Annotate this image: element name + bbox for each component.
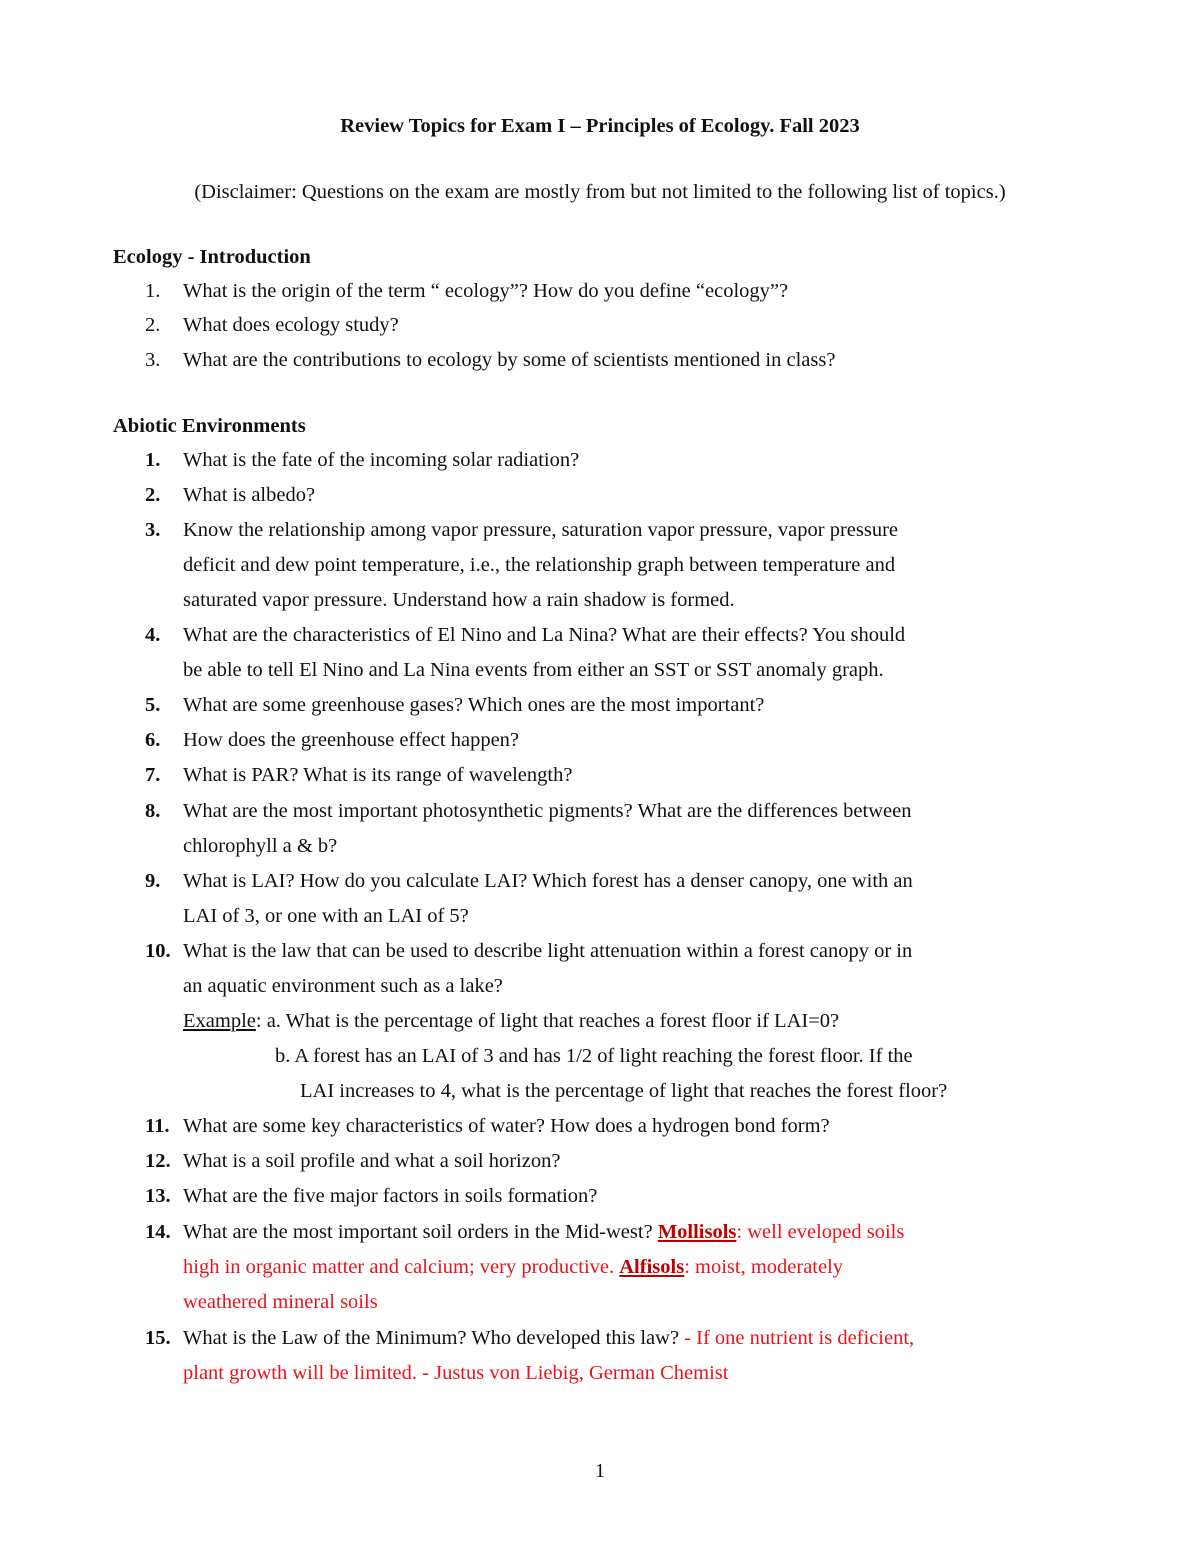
- list-item: [145, 443, 1045, 478]
- document-title: Review Topics for Exam I – Principles of Ecology. Fall 2023: [340, 115, 860, 137]
- item-text: What are the contributions to ecology by some of scientists mentioned in class?: [183, 349, 836, 371]
- disclaimer: (Disclaimer: Questions on the exam are mostly from but not limited to the following list of topics.): [194, 181, 1006, 203]
- item-text-line: be able to tell El Nino and La Nina events from either an SST or SST anomaly graph.: [183, 659, 884, 681]
- item-text-line: What are the characteristics of El Nino and La Nina? What are their effects? You should: [183, 624, 906, 646]
- list-item: [145, 308, 1045, 343]
- answer-text: : well eveloped soils: [736, 1221, 905, 1243]
- list-item: [145, 934, 1045, 1109]
- term-alfisols: Alfisols: [619, 1256, 685, 1278]
- item-number: 6.: [145, 729, 161, 751]
- list-item: [145, 1109, 1045, 1144]
- item-number: 15.: [145, 1327, 171, 1349]
- item-text: What is the origin of the term “ ecology”? How do you define “ecology”?: [183, 280, 789, 302]
- item-number: 1.: [145, 449, 161, 471]
- item-number: 9.: [145, 870, 161, 892]
- item-text: What are some greenhouse gases? Which ones are the most important?: [183, 694, 765, 716]
- item-number: 5.: [145, 694, 161, 716]
- item-text-line: What is the law that can be used to describe light attenuation within a forest canopy or in: [183, 940, 913, 962]
- answer-text: plant growth will be limited. - Justus von Liebig, German Chemist: [183, 1362, 729, 1384]
- item-number: 4.: [145, 624, 161, 646]
- list-item: [145, 794, 1045, 864]
- term-mollisols: Mollisols: [657, 1221, 737, 1243]
- list-item: [145, 618, 1045, 688]
- item-number: 2.: [145, 484, 161, 506]
- item-number: 8.: [145, 800, 161, 822]
- list-item: [145, 758, 1045, 793]
- question: What is the Law of the Minimum? Who developed this law?: [183, 1327, 685, 1349]
- section-heading-abiotic-environments: Abiotic Environments: [113, 415, 306, 437]
- item-text: What is a soil profile and what a soil horizon?: [183, 1150, 561, 1172]
- example-label: Example: [183, 1010, 256, 1032]
- page-number: 1: [594, 1460, 606, 1482]
- item-number: 3.: [145, 349, 161, 371]
- list-item: [145, 688, 1045, 723]
- item-number: 14.: [145, 1221, 171, 1243]
- list-item: [145, 1144, 1045, 1179]
- item-text-line: chlorophyll a & b?: [183, 835, 338, 857]
- item-text-line: Know the relationship among vapor pressure, saturation vapor pressure, vapor pressure: [183, 519, 899, 541]
- list-item: [145, 513, 1045, 618]
- item-text-line: LAI of 3, or one with an LAI of 5?: [183, 905, 469, 927]
- example-a: : a. What is the percentage of light that reaches a forest floor if LAI=0?: [255, 1010, 840, 1032]
- item-number: 12.: [145, 1150, 171, 1172]
- example-line: [183, 1004, 1045, 1039]
- item-number: 11.: [145, 1115, 170, 1137]
- question: What are the most important soil orders in the Mid-west?: [183, 1221, 658, 1243]
- example-b-line1: b. A forest has an LAI of 3 and has 1/2 of light reaching the forest floor. If the: [275, 1045, 913, 1067]
- item-text: How does the greenhouse effect happen?: [183, 729, 520, 751]
- item-text: What is albedo?: [183, 484, 316, 506]
- item-number: 7.: [145, 764, 161, 786]
- item-text: What are some key characteristics of water? How does a hydrogen bond form?: [183, 1115, 830, 1137]
- item-text-line: What are the most important photosynthetic pigments? What are the differences between: [183, 800, 912, 822]
- list-item: [145, 723, 1045, 758]
- item-number: 3.: [145, 519, 161, 541]
- list-item: [145, 478, 1045, 513]
- item-text-line: deficit and dew point temperature, i.e., the relationship graph between temperature and: [183, 554, 896, 576]
- answer-text: high in organic matter and calcium; very productive.: [183, 1256, 620, 1278]
- item-text-line: saturated vapor pressure. Understand how a rain shadow is formed.: [183, 589, 735, 611]
- list-item: [145, 343, 1045, 378]
- item-text: What does ecology study?: [183, 314, 399, 336]
- answer-text: : moist, moderately: [684, 1256, 844, 1278]
- list-item: [145, 1179, 1045, 1214]
- item-number: 10.: [145, 940, 171, 962]
- answer-text: weathered mineral soils: [183, 1291, 378, 1313]
- item-text-line: an aquatic environment such as a lake?: [183, 975, 503, 997]
- answer-text: - If one nutrient is deficient,: [684, 1327, 915, 1349]
- item-number: 1.: [145, 280, 161, 302]
- item-text: What are the five major factors in soils formation?: [183, 1185, 598, 1207]
- item-text-line: [183, 1215, 1045, 1250]
- item-number: 13.: [145, 1185, 171, 1207]
- list-item: [145, 1321, 1045, 1391]
- section-heading-ecology-introduction: Ecology - Introduction: [113, 246, 311, 268]
- item-number: 2.: [145, 314, 161, 336]
- item-text-line: What is LAI? How do you calculate LAI? Which forest has a denser canopy, one with an: [183, 870, 913, 892]
- item-text-line: [183, 1250, 1045, 1285]
- item-text: What is the fate of the incoming solar radiation?: [183, 449, 580, 471]
- item-text: What is PAR? What is its range of wavelength?: [183, 764, 573, 786]
- list-item: [145, 864, 1045, 934]
- example-b-line2: LAI increases to 4, what is the percentage of light that reaches the forest floor?: [300, 1080, 948, 1102]
- item-text-line: [183, 1321, 1045, 1356]
- list-item: [145, 1215, 1045, 1320]
- list-item: [145, 274, 1045, 309]
